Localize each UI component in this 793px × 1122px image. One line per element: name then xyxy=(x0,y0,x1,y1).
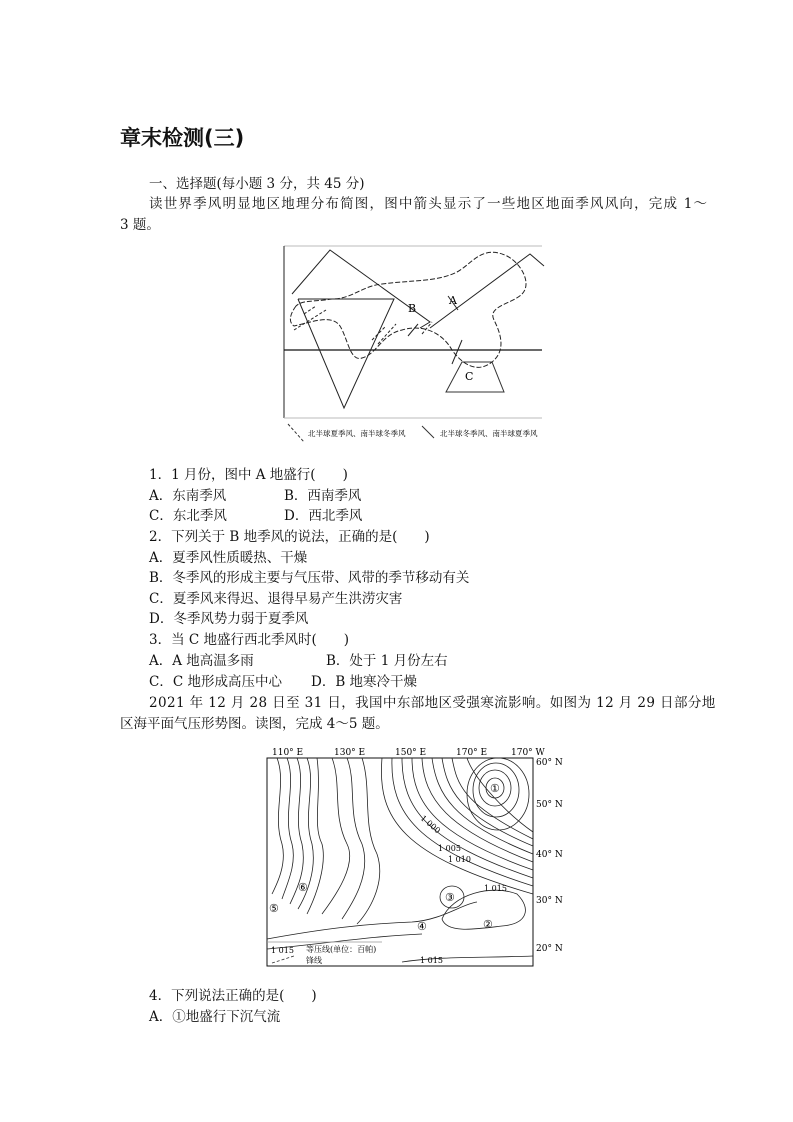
wind-arrows xyxy=(294,296,462,364)
question-stem: 3．当 C 地盛行西北季风时( ) xyxy=(149,632,350,648)
legend-sample: 1 015 xyxy=(271,946,294,955)
isobar-label: 1 005 xyxy=(438,844,461,853)
legend-item xyxy=(272,955,322,965)
intro-text-line: 2021 年 12 月 28 日至 31 日，我国中东部地区受强寒流影响。如图为 12 月 29 日部分地 xyxy=(149,695,716,711)
marker-4: ④ xyxy=(417,920,427,933)
latitude-tick: 30° N xyxy=(536,896,563,906)
legend-text: 北半球冬季风、南半球夏季风 xyxy=(440,429,538,438)
option: C．夏季风来得迟、退得早易产生洪涝灾害 xyxy=(149,591,403,607)
legend-item xyxy=(271,944,376,955)
option: D．西北季风 xyxy=(284,508,363,524)
longitude-tick: 150° E xyxy=(395,748,427,758)
legend-text: 北半球夏季风、南半球冬季风 xyxy=(308,429,406,438)
longitude-tick: 170° E xyxy=(456,748,488,758)
intro-text-line: 读世界季风明显地区地理分布简图，图中箭头显示了一些地区地面季风风向，完成 1～ xyxy=(149,196,709,212)
option: A．东南季风 xyxy=(149,488,227,504)
intro-text-line: 区海平面气压形势图。读图，完成 4～5 题。 xyxy=(120,716,389,732)
option: D．B 地寒冷干燥 xyxy=(311,674,418,690)
region-outline xyxy=(292,250,430,328)
marker-3: ③ xyxy=(445,891,455,904)
option: B．处于 1 月份左右 xyxy=(326,653,448,669)
dashed-arrow-icon xyxy=(288,424,304,442)
intro-text-line: 3 题。 xyxy=(120,217,160,233)
isobar-label: 1 015 xyxy=(484,884,507,893)
latitude-tick: 40° N xyxy=(536,850,563,860)
option: A．①地盛行下沉气流 xyxy=(149,1009,281,1025)
question-stem: 2．下列关于 B 地季风的说法，正确的是( ) xyxy=(149,529,430,545)
triangle-region xyxy=(298,299,394,408)
trapezoid-region xyxy=(446,362,504,392)
label-a: A xyxy=(449,294,457,307)
page-title: 章末检测(三) xyxy=(120,126,245,150)
option: B．冬季风的形成主要与气压带、风带的季节移动有关 xyxy=(149,570,470,586)
option: C．C 地形成高压中心 xyxy=(149,674,282,690)
latitude-tick: 60° N xyxy=(536,758,563,768)
question-stem: 4．下列说法正确的是( ) xyxy=(149,988,317,1004)
option: C．东北季风 xyxy=(149,508,227,524)
pressure-map xyxy=(262,744,563,970)
label-c: C xyxy=(465,370,474,383)
isobar-label: 1 015 xyxy=(420,956,443,965)
marker-5: ⑤ xyxy=(269,902,279,915)
label-b: B xyxy=(408,302,417,315)
marker-6: ⑥ xyxy=(298,881,308,894)
marker-2: ② xyxy=(483,918,493,931)
region-outline xyxy=(430,254,544,328)
legend-text: 锋线 xyxy=(306,956,322,965)
isobar-label: 1 010 xyxy=(448,855,471,864)
legend-item xyxy=(422,426,538,438)
monsoon-distribution-map xyxy=(282,244,544,446)
option: A．A 地高温多雨 xyxy=(149,653,254,669)
latitude-tick: 50° N xyxy=(536,800,563,810)
question-stem: 1．1 月份，图中 A 地盛行( ) xyxy=(149,467,348,483)
marker-1: ① xyxy=(490,782,500,795)
legend-item xyxy=(288,424,406,442)
legend-text: 等压线(单位：百帕) xyxy=(306,945,377,954)
solid-arrow-icon xyxy=(422,426,434,438)
front-line-icon xyxy=(272,956,294,963)
longitude-tick: 170° W xyxy=(511,748,545,758)
longitude-tick: 130° E xyxy=(334,748,366,758)
longitude-tick: 110° E xyxy=(272,748,304,758)
option: A．夏季风性质暖热、干燥 xyxy=(149,550,308,566)
option: B．西南季风 xyxy=(284,488,362,504)
section-heading: 一、选择题(每小题 3 分，共 45 分) xyxy=(149,176,365,192)
option: D．冬季风势力弱于夏季风 xyxy=(149,611,309,627)
latitude-tick: 20° N xyxy=(536,944,563,954)
isobar-label: 1 000 xyxy=(418,813,443,836)
